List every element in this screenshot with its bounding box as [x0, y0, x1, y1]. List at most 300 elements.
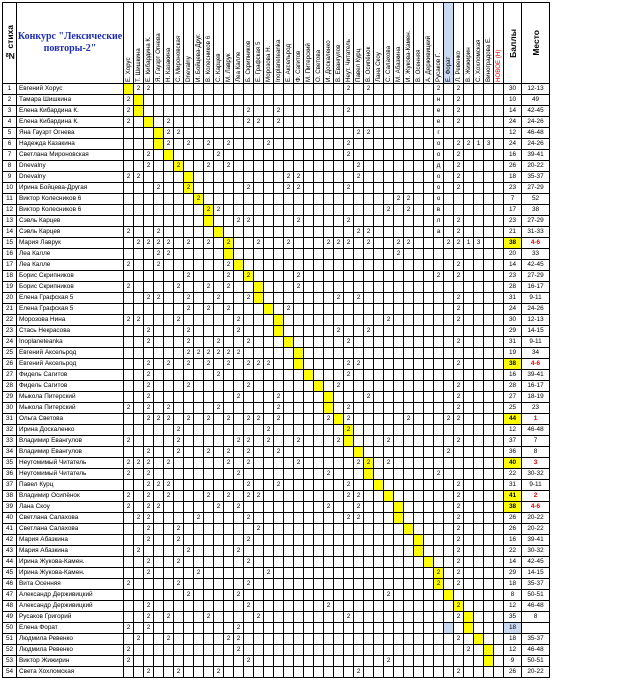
vote-cell	[154, 656, 164, 667]
vote-cell	[434, 414, 444, 425]
vote-cell: 2	[344, 480, 354, 491]
row-number: 36	[3, 469, 17, 480]
vote-cell	[274, 227, 284, 238]
vote-cell	[314, 480, 324, 491]
vote-cell	[214, 84, 224, 95]
vote-cell	[424, 524, 434, 535]
vote-cell	[474, 227, 484, 238]
vote-cell	[324, 139, 334, 150]
score-cell: 12	[504, 601, 522, 612]
vote-cell	[414, 524, 424, 535]
vote-cell	[434, 304, 444, 315]
vote-cell: 2	[124, 623, 134, 634]
vote-cell: 2	[244, 535, 254, 546]
vote-cell	[314, 128, 324, 139]
vote-cell	[394, 590, 404, 601]
table-row	[3, 535, 550, 546]
vote-cell	[474, 568, 484, 579]
vote-cell	[224, 425, 234, 436]
vote-cell	[334, 304, 344, 315]
vote-cell	[474, 546, 484, 557]
vote-cell	[314, 271, 324, 282]
vote-cell	[494, 623, 504, 634]
vote-cell	[454, 249, 464, 260]
vote-cell	[464, 524, 474, 535]
vote-cell	[284, 227, 294, 238]
vote-cell	[314, 227, 324, 238]
vote-cell	[224, 502, 234, 513]
vote-cell: 2	[124, 436, 134, 447]
score-cell: 38	[504, 359, 522, 370]
judge-name: Е. Хорус	[125, 57, 132, 82]
vote-cell	[454, 645, 464, 656]
vote-cell	[484, 348, 494, 359]
author-name: Владимир Осипёнок	[17, 491, 124, 502]
num-column-header: № стиха	[3, 3, 17, 84]
vote-cell	[154, 216, 164, 227]
vote-cell	[474, 403, 484, 414]
vote-cell	[424, 172, 434, 183]
vote-cell	[494, 645, 504, 656]
vote-cell	[384, 359, 394, 370]
score-cell: 37	[504, 436, 522, 447]
vote-cell	[264, 667, 274, 678]
vote-cell	[384, 106, 394, 117]
vote-cell	[364, 546, 374, 557]
vote-cell	[324, 590, 334, 601]
vote-cell	[274, 645, 284, 656]
vote-cell: 2	[194, 194, 204, 205]
vote-cell	[474, 513, 484, 524]
vote-cell	[364, 623, 374, 634]
vote-cell: 2	[174, 579, 184, 590]
vote-cell	[154, 150, 164, 161]
table-row	[3, 304, 550, 315]
vote-cell	[354, 623, 364, 634]
vote-cell	[344, 557, 354, 568]
vote-cell	[344, 535, 354, 546]
vote-cell	[324, 480, 334, 491]
vote-cell	[354, 579, 364, 590]
vote-cell	[384, 579, 394, 590]
score-cell: 10	[504, 95, 522, 106]
vote-cell	[284, 370, 294, 381]
place-cell: 1	[522, 414, 550, 425]
vote-cell: 2	[204, 205, 214, 216]
vote-cell: 2	[344, 370, 354, 381]
vote-cell	[304, 238, 314, 249]
judge-name: Inoplaneteanka	[275, 39, 282, 82]
judge-column-header	[224, 3, 234, 84]
author-name: Светлана Салахова	[17, 524, 124, 535]
vote-cell: 2	[164, 403, 174, 414]
vote-cell	[164, 348, 174, 359]
vote-cell: 2	[174, 535, 184, 546]
vote-cell	[304, 117, 314, 128]
vote-cell	[244, 392, 254, 403]
vote-cell	[404, 579, 414, 590]
vote-cell: 2	[134, 634, 144, 645]
vote-cell: 2	[224, 139, 234, 150]
vote-cell	[164, 172, 174, 183]
author-name: Яна Гаузрт Огнева	[17, 128, 124, 139]
vote-cell	[234, 612, 244, 623]
score-cell: 25	[504, 403, 522, 414]
vote-cell	[174, 634, 184, 645]
vote-cell	[244, 84, 254, 95]
vote-cell	[494, 634, 504, 645]
place-cell: 42-45	[522, 106, 550, 117]
judge-name: Русаков Г.	[435, 52, 442, 82]
judge-name: С. Карцев	[215, 53, 222, 82]
author-name: Елена Кибардина К.	[17, 117, 124, 128]
vote-cell: 2	[184, 271, 194, 282]
judge-column-header	[374, 3, 384, 84]
vote-cell	[364, 480, 374, 491]
vote-cell	[464, 535, 474, 546]
vote-cell	[314, 513, 324, 524]
place-cell: 35-37	[522, 634, 550, 645]
vote-cell	[254, 645, 264, 656]
score-cell: 18	[504, 579, 522, 590]
judge-name: В. Осипёнок	[365, 46, 372, 82]
vote-cell	[154, 128, 164, 139]
vote-cell	[414, 612, 424, 623]
vote-cell	[494, 480, 504, 491]
vote-cell	[184, 469, 194, 480]
vote-cell	[444, 84, 454, 95]
vote-cell	[334, 370, 344, 381]
vote-cell: 2	[164, 612, 174, 623]
vote-cell	[354, 447, 364, 458]
vote-cell	[314, 194, 324, 205]
vote-cell	[214, 117, 224, 128]
vote-cell	[294, 150, 304, 161]
vote-cell	[164, 513, 174, 524]
vote-cell	[304, 304, 314, 315]
vote-cell	[484, 117, 494, 128]
vote-cell	[324, 623, 334, 634]
vote-cell	[394, 271, 404, 282]
vote-cell	[284, 612, 294, 623]
vote-cell	[404, 513, 414, 524]
table-row	[3, 359, 550, 370]
vote-cell	[474, 128, 484, 139]
vote-cell	[334, 161, 344, 172]
vote-cell	[234, 227, 244, 238]
vote-cell	[434, 458, 444, 469]
vote-cell	[264, 315, 274, 326]
vote-cell	[134, 150, 144, 161]
vote-cell	[204, 425, 214, 436]
vote-cell: 2	[274, 403, 284, 414]
vote-cell	[244, 645, 254, 656]
author-name: Александр Держивицкий	[17, 601, 124, 612]
vote-cell	[254, 271, 264, 282]
vote-cell	[374, 293, 384, 304]
row-number: 4	[3, 117, 17, 128]
vote-cell	[494, 326, 504, 337]
vote-cell	[264, 304, 274, 315]
place-cell: 16-17	[522, 381, 550, 392]
vote-cell	[274, 95, 284, 106]
author-name: Русаков Григорий	[17, 612, 124, 623]
vote-cell	[264, 590, 274, 601]
vote-cell	[464, 480, 474, 491]
vote-cell	[254, 84, 264, 95]
vote-cell	[204, 392, 214, 403]
vote-cell	[194, 425, 204, 436]
table-row	[3, 392, 550, 403]
vote-cell	[174, 304, 184, 315]
vote-cell: 2	[144, 557, 154, 568]
author-name: Елена Кибардина К.	[17, 106, 124, 117]
vote-cell	[324, 172, 334, 183]
vote-cell	[154, 623, 164, 634]
vote-cell	[234, 172, 244, 183]
vote-cell	[194, 161, 204, 172]
vote-cell	[494, 337, 504, 348]
vote-cell	[284, 161, 294, 172]
judge-name: Лана Скоу	[375, 52, 382, 82]
vote-cell	[204, 557, 214, 568]
vote-cell: 2	[224, 161, 234, 172]
author-name: Неутомимый Читатель	[17, 469, 124, 480]
vote-cell	[484, 458, 494, 469]
vote-cell	[304, 139, 314, 150]
vote-cell	[344, 447, 354, 458]
vote-cell: 2	[354, 227, 364, 238]
vote-cell	[404, 227, 414, 238]
vote-cell	[254, 205, 264, 216]
vote-cell	[324, 227, 334, 238]
vote-cell	[344, 656, 354, 667]
vote-cell	[124, 392, 134, 403]
vote-cell	[284, 645, 294, 656]
vote-cell	[444, 656, 454, 667]
vote-cell	[224, 667, 234, 678]
judge-column-header	[214, 3, 224, 84]
place-cell: 50-51	[522, 656, 550, 667]
vote-cell: 2	[174, 524, 184, 535]
vote-cell	[164, 436, 174, 447]
vote-cell	[284, 150, 294, 161]
vote-cell	[394, 469, 404, 480]
vote-cell	[264, 260, 274, 271]
vote-cell	[344, 469, 354, 480]
vote-cell	[184, 282, 194, 293]
row-number: 52	[3, 645, 17, 656]
vote-cell	[434, 502, 444, 513]
vote-cell	[474, 447, 484, 458]
vote-cell: 2	[144, 381, 154, 392]
vote-cell: 2	[324, 469, 334, 480]
vote-cell	[284, 260, 294, 271]
vote-cell	[414, 227, 424, 238]
vote-cell	[244, 128, 254, 139]
vote-cell	[444, 194, 454, 205]
vote-cell: 2	[124, 227, 134, 238]
vote-cell	[414, 392, 424, 403]
vote-cell	[384, 480, 394, 491]
vote-cell	[234, 381, 244, 392]
author-name: Ирина Жукова-Камен.	[17, 557, 124, 568]
vote-cell	[414, 139, 424, 150]
author-name: Людмила Ревенко	[17, 634, 124, 645]
vote-cell	[354, 150, 364, 161]
vote-cell	[154, 95, 164, 106]
vote-cell	[304, 282, 314, 293]
vote-cell	[274, 579, 284, 590]
vote-cell	[354, 480, 364, 491]
judge-name: Н. Казакина	[165, 47, 172, 82]
vote-cell: 2	[124, 469, 134, 480]
vote-cell	[304, 403, 314, 414]
vote-cell	[364, 139, 374, 150]
vote-cell	[334, 601, 344, 612]
vote-cell	[324, 260, 334, 271]
vote-cell	[274, 546, 284, 557]
vote-cell	[454, 326, 464, 337]
vote-cell	[164, 205, 174, 216]
vote-cell	[364, 601, 374, 612]
vote-cell	[364, 524, 374, 535]
vote-cell: 2	[184, 326, 194, 337]
vote-cell	[414, 271, 424, 282]
vote-cell	[334, 315, 344, 326]
vote-cell	[314, 546, 324, 557]
vote-cell	[174, 84, 184, 95]
vote-cell	[204, 381, 214, 392]
vote-cell	[364, 205, 374, 216]
vote-cell	[334, 645, 344, 656]
vote-cell	[454, 469, 464, 480]
vote-cell	[314, 612, 324, 623]
vote-cell	[164, 271, 174, 282]
vote-cell	[194, 216, 204, 227]
vote-cell: 2	[234, 546, 244, 557]
vote-cell	[404, 568, 414, 579]
vote-cell: 2	[204, 612, 214, 623]
vote-cell	[124, 480, 134, 491]
vote-cell	[354, 348, 364, 359]
vote-cell: 2	[154, 480, 164, 491]
place-cell: 46-48	[522, 601, 550, 612]
vote-cell	[194, 436, 204, 447]
table-row	[3, 216, 550, 227]
vote-cell	[424, 260, 434, 271]
place-cell: 16-17	[522, 282, 550, 293]
place-cell: 9-11	[522, 293, 550, 304]
vote-cell	[194, 293, 204, 304]
vote-cell	[474, 392, 484, 403]
vote-cell	[334, 249, 344, 260]
vote-cell	[234, 205, 244, 216]
vote-cell	[384, 447, 394, 458]
vote-cell	[354, 117, 364, 128]
vote-cell	[184, 568, 194, 579]
vote-cell	[274, 238, 284, 249]
vote-cell	[204, 315, 214, 326]
score-cell: 30	[504, 84, 522, 95]
row-number: 12	[3, 205, 17, 216]
vote-cell: 2	[234, 469, 244, 480]
vote-cell	[144, 95, 154, 106]
author-name: Мария Абазкина	[17, 546, 124, 557]
vote-cell	[394, 139, 404, 150]
vote-cell	[384, 601, 394, 612]
vote-cell	[214, 579, 224, 590]
vote-cell	[354, 546, 364, 557]
vote-cell	[224, 590, 234, 601]
vote-cell	[484, 359, 494, 370]
vote-cell	[334, 337, 344, 348]
vote-cell	[484, 623, 494, 634]
vote-cell	[364, 194, 374, 205]
vote-cell: 2	[384, 458, 394, 469]
vote-cell: 2	[454, 172, 464, 183]
vote-cell	[394, 315, 404, 326]
vote-cell	[424, 304, 434, 315]
vote-cell	[154, 392, 164, 403]
vote-cell	[264, 612, 274, 623]
vote-cell	[224, 150, 234, 161]
vote-cell	[484, 634, 494, 645]
vote-cell	[424, 282, 434, 293]
vote-cell	[284, 502, 294, 513]
vote-cell	[324, 491, 334, 502]
vote-cell	[124, 546, 134, 557]
judge-name: Е. Форат	[445, 56, 452, 82]
vote-cell	[404, 557, 414, 568]
vote-cell	[154, 282, 164, 293]
vote-cell	[254, 403, 264, 414]
vote-cell	[254, 315, 264, 326]
vote-cell	[424, 139, 434, 150]
table-row	[3, 260, 550, 271]
judge-column-header	[384, 3, 394, 84]
vote-cell: 2	[144, 392, 154, 403]
vote-cell	[424, 84, 434, 95]
vote-cell	[304, 348, 314, 359]
vote-cell	[484, 249, 494, 260]
vote-cell	[164, 370, 174, 381]
vote-cell	[274, 524, 284, 535]
vote-cell	[484, 227, 494, 238]
vote-cell	[204, 84, 214, 95]
vote-cell	[444, 579, 454, 590]
vote-cell	[204, 579, 214, 590]
vote-cell: 2	[124, 458, 134, 469]
vote-cell	[314, 84, 324, 95]
vote-cell	[474, 480, 484, 491]
vote-cell	[304, 656, 314, 667]
vote-cell	[274, 436, 284, 447]
vote-cell: 2	[294, 458, 304, 469]
vote-cell	[164, 95, 174, 106]
place-cell: 20-22	[522, 667, 550, 678]
vote-cell	[434, 326, 444, 337]
table-row	[3, 348, 550, 359]
vote-cell	[384, 667, 394, 678]
place-cell: 4-6	[522, 502, 550, 513]
vote-cell	[414, 634, 424, 645]
vote-cell	[234, 524, 244, 535]
vote-cell	[164, 579, 174, 590]
vote-cell	[204, 469, 214, 480]
vote-cell: 2	[244, 579, 254, 590]
vote-cell: 2	[244, 656, 254, 667]
